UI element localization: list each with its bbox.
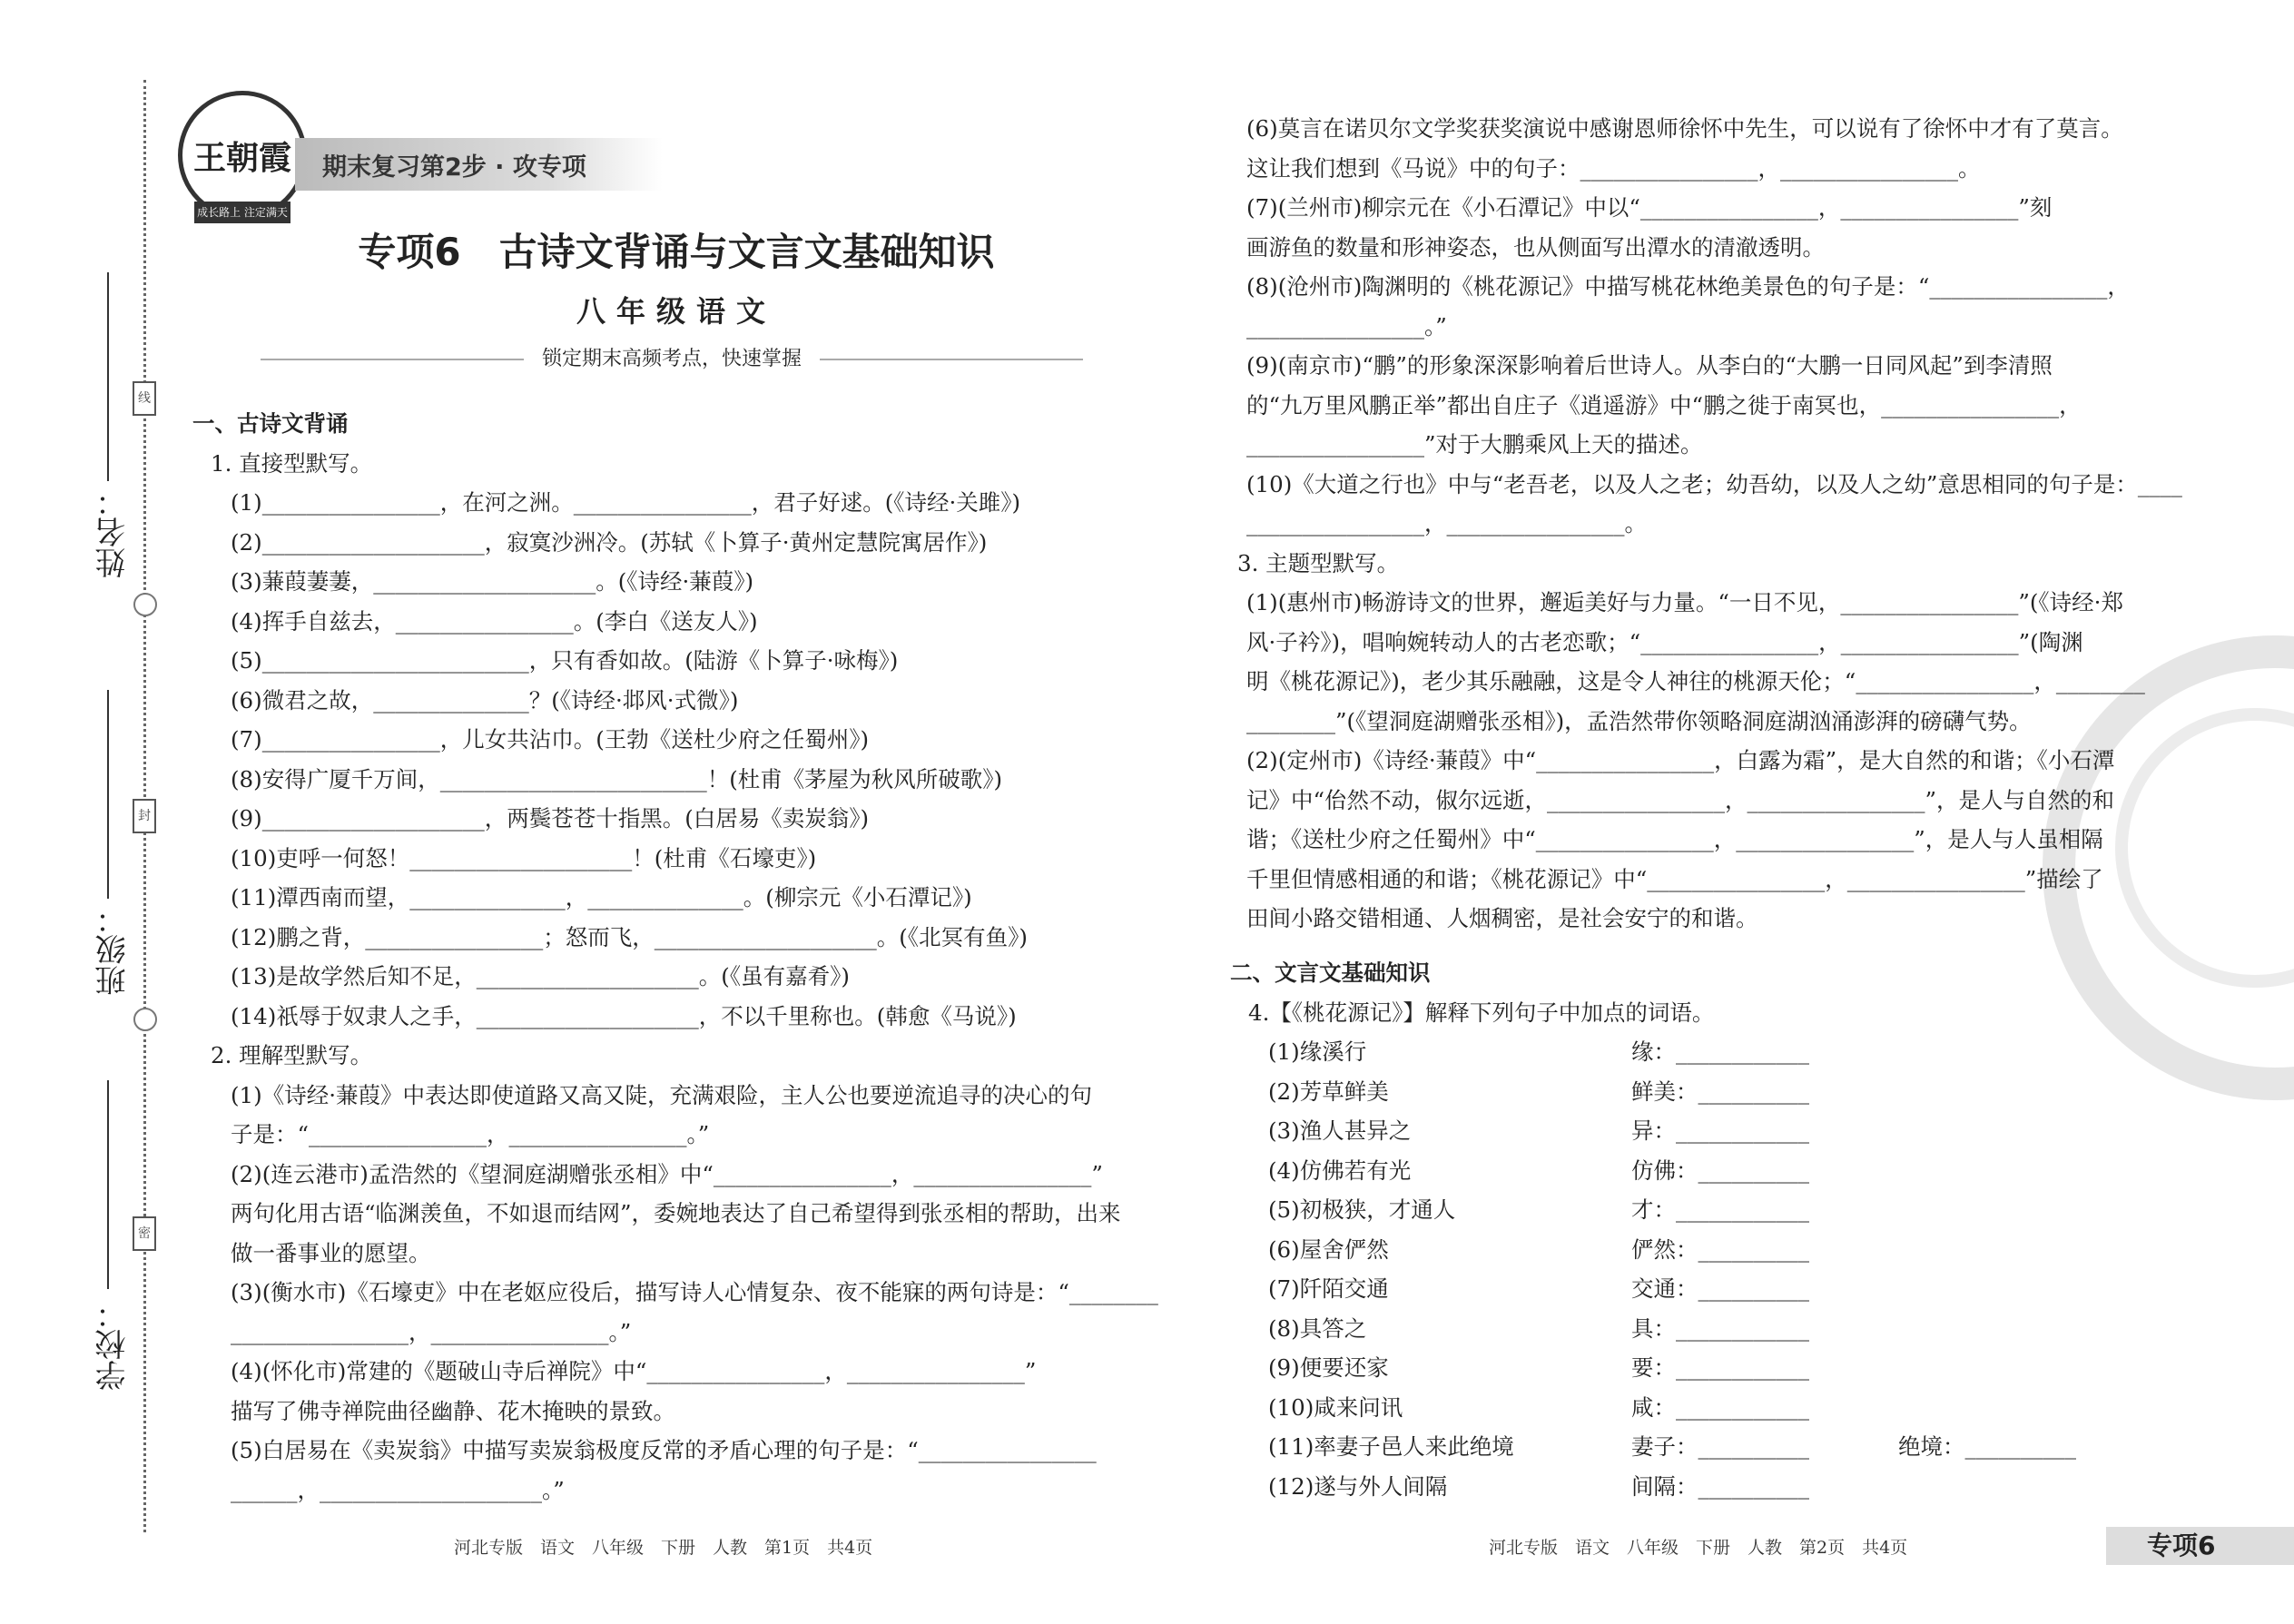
- word-sentence: (5)初极狭，才通人: [1268, 1196, 1456, 1223]
- question-line: 1. 直接型默写。: [211, 449, 373, 477]
- word-item: [1230, 1151, 2183, 1191]
- question-line: 记》中“佁然不动，俶尔远逝，________________，________________”，是人与自然的和: [1246, 786, 2115, 813]
- question-line: (2)(定州市)《诗经·蒹葭》中“________________，白露为霜”，是大自然的和谐；《小石潭: [1246, 747, 2115, 773]
- question-line: (12)鹏之背，________________；怒而飞，____________________。(《北冥有鱼》): [231, 923, 1028, 950]
- question-line: (2)(连云港市)孟浩然的《望洞庭湖赠张丞相》中“________________，________________”: [231, 1160, 1103, 1187]
- word-sentence: (9)便要还家: [1268, 1354, 1389, 1381]
- question-line: 田间小路交错相通、人烟稠密，是社会安宁的和谐。: [1246, 905, 1758, 931]
- class-underline[interactable]: [107, 690, 109, 899]
- name-underline[interactable]: [107, 272, 109, 481]
- question-line: (6)莫言在诺贝尔文学奖获奖演说中感谢恩师徐怀中先生，可以说有了徐怀中才有了莫言。: [1246, 115, 2123, 142]
- question-line: (6)微君之故，______________？(《诗经·邶风·式微》): [231, 686, 739, 714]
- word-answer[interactable]: 缘：____________: [1631, 1038, 1809, 1065]
- logo-ribbon: 成长路上 注定满天: [194, 202, 290, 223]
- question-line: (1)________________，在河之洲。________________，君子好逑。(《诗经·关雎》): [231, 489, 1021, 516]
- question-line: (1)(惠州市)畅游诗文的世界，邂逅美好与力量。“一日不见，________________”(《诗经·郑: [1246, 589, 2123, 615]
- section-2: [1230, 953, 2183, 1506]
- word-answer[interactable]: 俨然：__________: [1631, 1235, 1809, 1263]
- word-sentence: (1)缘溪行: [1268, 1038, 1367, 1065]
- question-4: 4.【《桃花源记》】解释下列句子中加点的词语。: [1248, 999, 1715, 1026]
- school-underline[interactable]: [107, 1080, 109, 1289]
- word-answer[interactable]: 具：____________: [1631, 1314, 1809, 1342]
- question-line: 做一番事业的愿望。: [231, 1239, 431, 1266]
- word-item: [1230, 1467, 2183, 1507]
- question-line: (7)________________，儿女共沾巾。(王勃《送杜少府之任蜀州》): [231, 726, 870, 753]
- word-answer[interactable]: 要：____________: [1631, 1354, 1809, 1381]
- word-item: [1230, 1032, 2183, 1072]
- question-line: 谐；《送杜少府之任蜀州》中“________________，________________”，是人与人虽相隔: [1246, 826, 2103, 852]
- footer-left: 河北专版 语文 八年级 下册 人教 第1页 共4页: [454, 1538, 873, 1558]
- word-item: [1230, 1348, 2183, 1388]
- slogan: [236, 343, 1108, 371]
- word-sentence: (7)阡陌交通: [1268, 1275, 1389, 1302]
- question-line: 画游鱼的数量和形神姿态，也从侧面写出潭水的清澈透明。: [1246, 233, 1825, 261]
- word-item: [1230, 1072, 2183, 1112]
- word-answer[interactable]: 才：____________: [1631, 1196, 1809, 1223]
- question-line: ________________。”: [1246, 312, 1447, 340]
- question-line: (10)《大道之行也》中与“老吾老，以及人之老；幼吾幼，以及人之幼”意思相同的句子是：____: [1246, 470, 2182, 497]
- question-line: (9)____________________，两鬓苍苍十指黑。(白居易《卖炭翁》): [231, 805, 870, 832]
- question-line: 这让我们想到《马说》中的句子：________________，________________。: [1246, 154, 1981, 182]
- name-label: 姓名：: [95, 486, 132, 578]
- question-line: ________________，________________。”: [231, 1318, 632, 1345]
- question-line: (1)《诗经·蒹葭》中表达即使道路又高又陡，充满艰险，主人公也要逆流追寻的决心的句: [231, 1081, 1092, 1108]
- question-line: 的“九万里风鹏正举”都出自庄子《逍遥游》中“鹏之徙于南冥也，________________，: [1246, 391, 2082, 418]
- question-line: (5)白居易在《卖炭翁》中描写卖炭翁极度反常的矛盾心理的句子是：“________________: [231, 1437, 1097, 1463]
- word-answer[interactable]: 交通：__________: [1631, 1275, 1809, 1302]
- question-line: 千里但情感相通的和谐；《桃花源记》中“________________，________________”描绘了: [1246, 865, 2103, 892]
- question-line: 两句化用古语“临渊羡鱼，不如退而结网”，委婉地表达了自己希望得到张丞相的帮助，出来: [231, 1200, 1121, 1226]
- school-label: 学校：: [95, 1298, 132, 1391]
- word-sentence: (6)屋舍俨然: [1268, 1235, 1389, 1263]
- question-line: 一、古诗文背诵: [192, 410, 349, 437]
- question-line: (10)吏呼一何怒！____________________！(杜甫《石壕吏》): [231, 844, 817, 871]
- word-sentence: (11)率妻子邑人来此绝境: [1268, 1433, 1514, 1460]
- question-line: (4)挥手自兹去，________________。(李白《送友人》): [231, 607, 758, 635]
- footer-right: 河北专版 语文 八年级 下册 人教 第2页 共4页: [1489, 1538, 1908, 1558]
- binding-margin: [0, 0, 182, 1624]
- question-line: (11)潭西南而望，______________，______________。(柳宗元《小石潭记》): [231, 884, 972, 910]
- question-line: (4)(怀化市)常建的《题破山寺后禅院》中“________________，________________”: [231, 1358, 1037, 1384]
- word-answer[interactable]: 咸：____________: [1631, 1393, 1809, 1421]
- left-column: [192, 404, 1158, 1510]
- question-line: ________________，________________。: [1246, 510, 1647, 536]
- question-line: 明《桃花源记》)，老少其乐融融，这是令人神往的桃源天伦；“________________，________: [1246, 668, 2145, 694]
- word-sentence: (8)具答之: [1268, 1314, 1367, 1342]
- word-item: [1230, 1269, 2183, 1309]
- slogan-text: 锁定期末高频考点，快速掌握: [541, 348, 802, 370]
- word-sentence: (4)仿佛若有光: [1268, 1156, 1412, 1184]
- cut-circle: [133, 593, 157, 616]
- question-line: 风·子衿》)，唱响婉转动人的古老恋歌；“________________，________________”(陶渊: [1246, 628, 2083, 655]
- cut-mark-mi: 密: [133, 1216, 156, 1251]
- word-item: [1230, 1111, 2183, 1151]
- question-line: (8)(沧州市)陶渊明的《桃花源记》中描写桃花林绝美景色的句子是：“________________，: [1246, 273, 2130, 300]
- question-line: (13)是故学然后知不足，____________________。(《虽有嘉肴》): [231, 963, 850, 989]
- word-item: [1230, 1230, 2183, 1270]
- question-line: (14)祇辱于奴隶人之手，____________________，不以千里称也。(韩愈《马说》): [231, 1002, 1017, 1029]
- question-line: (3)蒹葭萋萋，____________________。(《诗经·蒹葭》): [231, 568, 754, 595]
- word-item: [1230, 1427, 2183, 1467]
- word-item: [1230, 1388, 2183, 1428]
- word-item: [1230, 1309, 2183, 1349]
- word-sentence: (10)咸来问讯: [1268, 1393, 1403, 1421]
- cut-mark-feng: 封: [133, 799, 156, 833]
- question-line: 子是：“________________，________________。”: [231, 1121, 710, 1147]
- class-label: 班级：: [95, 903, 132, 996]
- question-line: (3)(衡水市)《石壕吏》中在老妪应役后，描写诗人心情复杂、夜不能寐的两句诗是：“________: [231, 1279, 1158, 1305]
- right-column: [1237, 109, 2182, 939]
- question-line: 3. 主题型默写。: [1237, 549, 1400, 576]
- question-line: ________________”对于大鹏乘风上天的描述。: [1246, 431, 1703, 458]
- brand-logo: 王朝霞: [178, 91, 307, 220]
- cut-mark-xian: 线: [133, 381, 156, 416]
- word-sentence: (12)遂与外人间隔: [1268, 1472, 1448, 1500]
- page-title: 专项6 古诗文背诵与文言文基础知识: [358, 230, 995, 274]
- question-line: ________”(《望洞庭湖赠张丞相》)，孟浩然带你领略洞庭湖汹涌澎湃的磅礴气势。: [1246, 707, 2032, 734]
- question-line: 描写了佛寺禅院曲径幽静、花木掩映的景致。: [231, 1397, 675, 1424]
- word-answer[interactable]: 鲜美：__________: [1631, 1078, 1809, 1105]
- word-list: [1230, 1032, 2183, 1506]
- word-answer[interactable]: 异：____________: [1631, 1117, 1809, 1144]
- question-line: (7)(兰州市)柳宗元在《小石潭记》中以“________________，________________”刻: [1246, 194, 2053, 221]
- question-line: 2. 理解型默写。: [211, 1042, 373, 1068]
- step-banner: 期末复习第2步 · 攻专项: [295, 138, 663, 191]
- question-line: (5)________________________，只有香如故。(陆游《卜算子·咏梅》): [231, 647, 899, 674]
- question-line: (9)(南京市)“鹏”的形象深深影响着后世诗人。从李白的“大鹏一日同风起”到李清照: [1246, 352, 2053, 379]
- question-line: ______，____________________。”: [231, 1476, 565, 1503]
- question-line: (2)____________________，寂寞沙洲冷。(苏轼《卜算子·黄州定慧院寓居作》): [231, 528, 988, 556]
- word-sentence: (3)渔人甚异之: [1268, 1117, 1412, 1144]
- cut-circle: [133, 1008, 157, 1031]
- word-answer[interactable]: 妻子：__________ 绝境：__________: [1631, 1433, 2076, 1460]
- question-line: (8)安得广厦千万间，________________________！(杜甫《茅屋为秋风所破歌》): [231, 765, 1003, 792]
- word-answer[interactable]: 仿佛：__________: [1631, 1156, 1809, 1184]
- word-item: [1230, 1190, 2183, 1230]
- word-sentence: (2)芳草鲜美: [1268, 1078, 1389, 1105]
- section-heading: 二、文言文基础知识: [1230, 960, 1431, 986]
- word-answer[interactable]: 间隔：__________: [1631, 1472, 1809, 1500]
- topic-badge-label: 专项6: [2147, 1530, 2216, 1560]
- page-subtitle: 八年级语文: [576, 294, 776, 329]
